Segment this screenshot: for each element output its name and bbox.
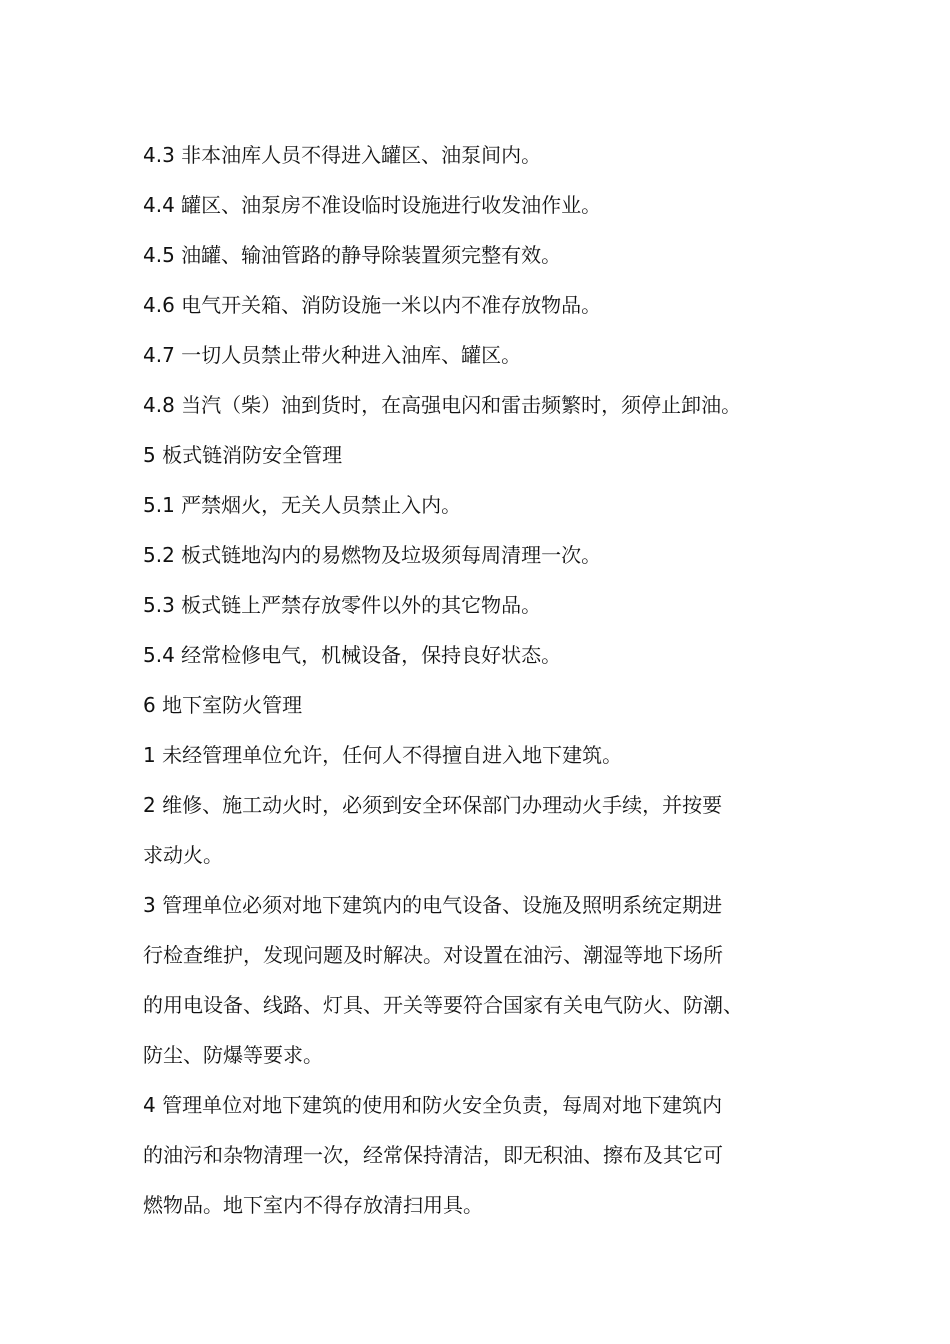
section-heading-5: 5 板式链消防安全管理 xyxy=(143,443,343,467)
text-line-4-6: 4.6 电气开关箱、消防设施一米以内不准存放物品。 xyxy=(143,293,602,317)
text-line-5-4: 5.4 经常检修电气，机械设备，保持良好状态。 xyxy=(143,643,562,667)
text-line-6-4a: 4 管理单位对地下建筑的使用和防火安全负责，每周对地下建筑内 xyxy=(143,1093,723,1117)
text-line-6-4c: 燃物品。地下室内不得存放清扫用具。 xyxy=(143,1193,483,1217)
text-line-4-7: 4.7 一切人员禁止带火种进入油库、罐区。 xyxy=(143,343,522,367)
section-heading-6: 6 地下室防火管理 xyxy=(143,693,303,717)
text-line-5-3: 5.3 板式链上严禁存放零件以外的其它物品。 xyxy=(143,593,542,617)
text-line-6-3c: 的用电设备、线路、灯具、开关等要符合国家有关电气防火、防潮、 xyxy=(143,993,743,1017)
document-body xyxy=(143,130,823,1230)
text-line-6-3d: 防尘、防爆等要求。 xyxy=(143,1043,323,1067)
text-line-5-1: 5.1 严禁烟火，无关人员禁止入内。 xyxy=(143,493,462,517)
text-line-6-2a: 2 维修、施工动火时，必须到安全环保部门办理动火手续，并按要 xyxy=(143,793,723,817)
text-line-4-4: 4.4 罐区、油泵房不准设临时设施进行收发油作业。 xyxy=(143,193,602,217)
text-line-4-8: 4.8 当汽（柴）油到货时，在高强电闪和雷击频繁时，须停止卸油。 xyxy=(143,393,742,417)
text-line-6-3a: 3 管理单位必须对地下建筑内的电气设备、设施及照明系统定期进 xyxy=(143,893,723,917)
text-line-6-4b: 的油污和杂物清理一次，经常保持清洁，即无积油、擦布及其它可 xyxy=(143,1143,723,1167)
text-line-5-2: 5.2 板式链地沟内的易燃物及垃圾须每周清理一次。 xyxy=(143,543,602,567)
text-line-6-2b: 求动火。 xyxy=(143,843,223,867)
text-line-6-3b: 行检查维护，发现问题及时解决。对设置在油污、潮湿等地下场所 xyxy=(143,943,723,967)
text-line-4-5: 4.5 油罐、输油管路的静导除装置须完整有效。 xyxy=(143,243,562,267)
text-line-6-1: 1 未经管理单位允许，任何人不得擅自进入地下建筑。 xyxy=(143,743,623,767)
text-line-4-3: 4.3 非本油库人员不得进入罐区、油泵间内。 xyxy=(143,143,542,167)
